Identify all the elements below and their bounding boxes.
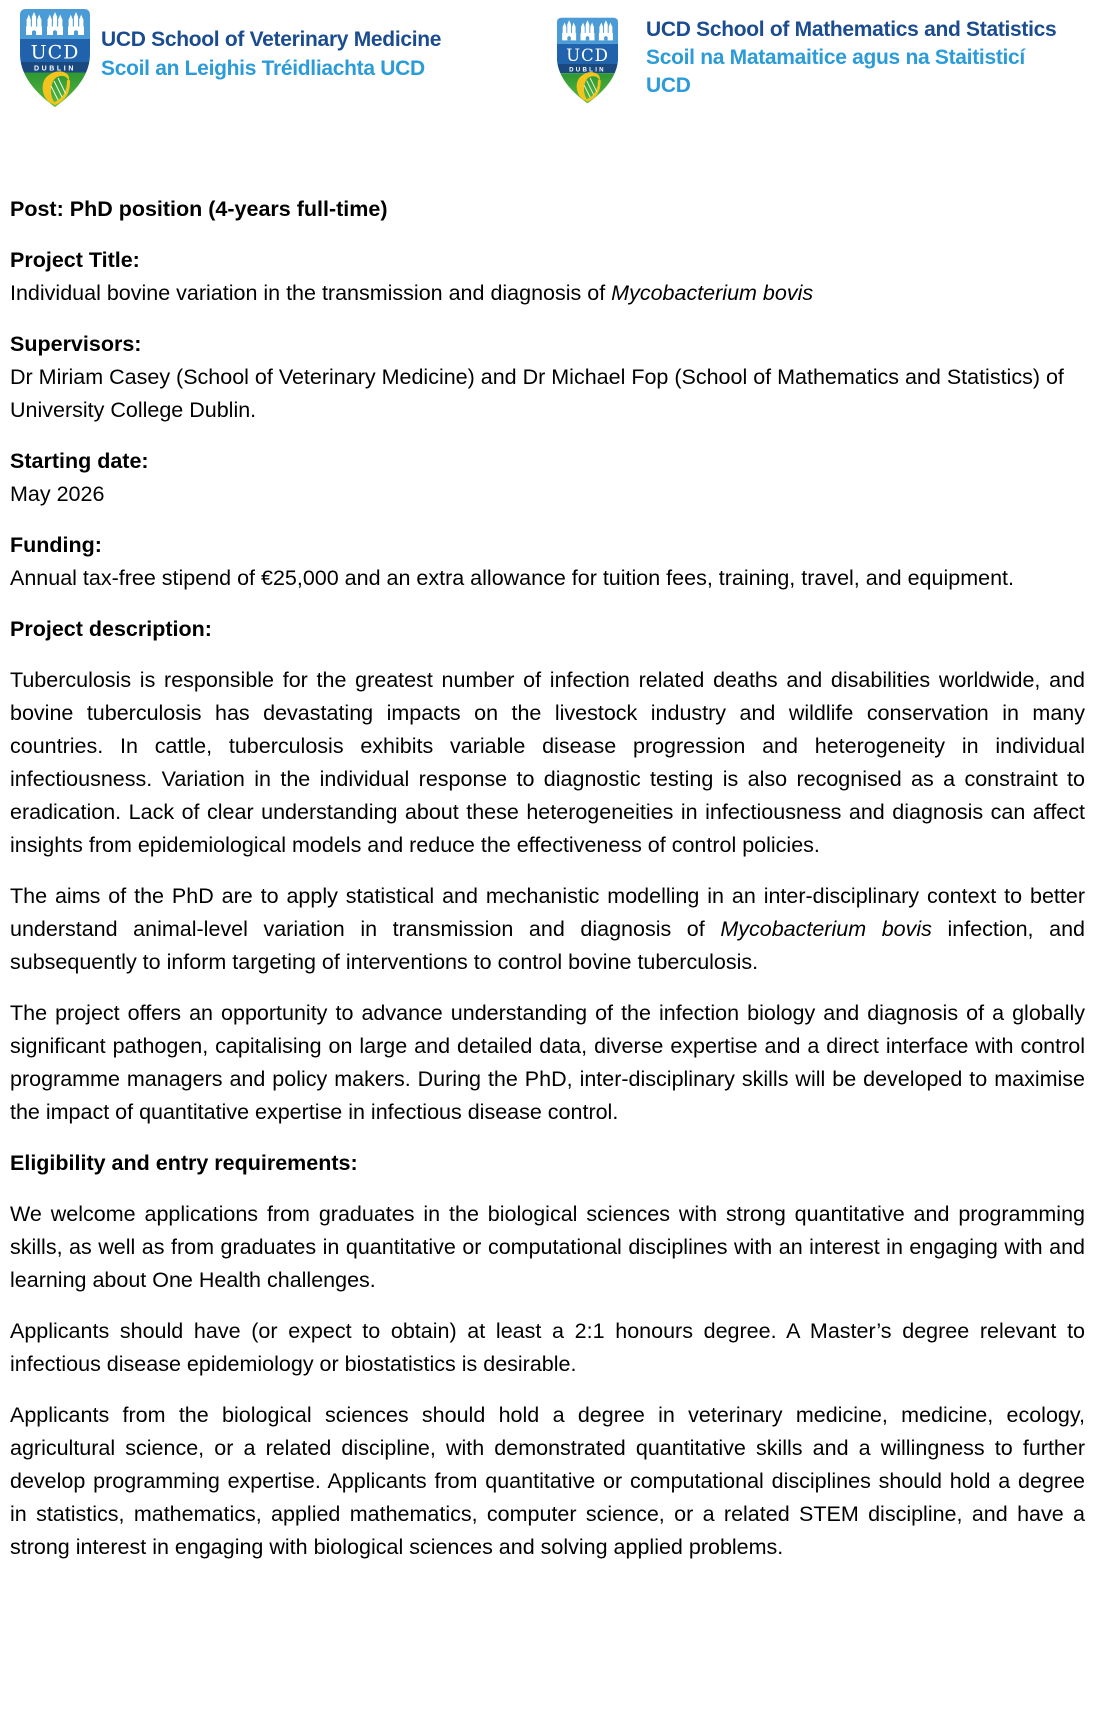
- logo-math-statistics: [556, 0, 1056, 109]
- description-paragraph-1: [10, 664, 1085, 862]
- funding-text: Annual tax-free stipend of €25,000 and an extra allowance for tuition fees, training, travel, and equipment.: [10, 566, 1014, 590]
- page-header: [0, 0, 1100, 112]
- eligibility-label: Eligibility and entry requirements:: [10, 1151, 358, 1175]
- paragraph-text: Applicants from the biological sciences should hold a degree in veterinary medicine, medicine, ecology, agricultural science, or a related discipline, with demonstrated quantitative skills and a willingness to further develop programming expertise. Applicants from quantitative or computational disciplines should hold a degree in statistics, mathematics, applied mathematics, computer science, or a related STEM discipline, and have a strong interest in engaging with biological sciences and solving applied problems.: [10, 1403, 1085, 1559]
- paragraph-text: Tuberculosis is responsible for the greatest number of infection related deaths and disabilities worldwide, and bovine tuberculosis has devastating impacts on the livestock industry and wildlife conservation in many countries. In cattle, tuberculosis exhibits variable disease progression and heterogeneity in individual infectiousness. Variation in the individual response to diagnostic testing is also recognised as a constraint to eradication. Lack of clear understanding about these heterogeneities in infectiousness and diagnosis can affect insights from epidemiological models and reduce the effectiveness of control policies.: [10, 668, 1085, 857]
- starting-date-section: [10, 445, 1085, 511]
- project-description-heading-section: [10, 613, 1085, 646]
- document-body: [0, 193, 1100, 1564]
- ucd-crest-icon: [556, 12, 619, 109]
- post-section: [10, 193, 1085, 226]
- species-name-italic: Mycobacterium bovis: [611, 281, 814, 305]
- math-school-name-en: UCD School of Mathematics and Statistics: [646, 18, 1057, 41]
- project-title-label: Project Title:: [10, 248, 140, 272]
- project-title-section: [10, 244, 1085, 310]
- paragraph-text: The project offers an opportunity to advance understanding of the infection biology and diagnosis of a globally significant pathogen, capitalising on large and detailed data, diverse expertise and a direct interface with control programme managers and policy makers. During the PhD, inter-disciplinary skills will be developed to maximise the impact of quantitative expertise in infectious disease control.: [10, 1001, 1085, 1124]
- funding-label: Funding:: [10, 533, 102, 557]
- math-school-name-ucd: UCD: [646, 74, 691, 97]
- project-title-text: Individual bovine variation in the transmission and diagnosis of Mycobacterium bovis: [10, 281, 814, 305]
- description-paragraph-2: [10, 880, 1085, 979]
- paragraph-text: The aims of the PhD are to apply statistical and mechanistic modelling in an inter-disciplinary context to better understand animal-level variation in transmission and diagnosis of Mycobacterium bovis infection, and subsequently to inform targeting of interventions to control bovine tuberculosis.: [10, 884, 1085, 974]
- species-name-italic: Mycobacterium bovis: [720, 917, 932, 941]
- paragraph-text: Applicants should have (or expect to obtain) at least a 2:1 honours degree. A Master’s degree relevant to infectious disease epidemiology or biostatistics is desirable.: [10, 1319, 1085, 1376]
- project-description-label: Project description:: [10, 617, 212, 641]
- vet-school-name-en: UCD School of Veterinary Medicine: [101, 28, 442, 51]
- description-paragraph-3: [10, 997, 1085, 1129]
- funding-section: [10, 529, 1085, 595]
- post-heading: Post: PhD position (4-years full-time): [10, 197, 388, 221]
- starting-date-label: Starting date:: [10, 449, 149, 473]
- logo-vet-medicine: [19, 0, 441, 108]
- ucd-crest-icon: [19, 8, 91, 108]
- math-school-name-ga: Scoil na Matamaitice agus na Staitisticí: [646, 46, 1025, 69]
- vet-school-name-ga: Scoil an Leighis Tréidliachta UCD: [101, 56, 425, 80]
- supervisors-section: [10, 328, 1085, 427]
- supervisors-label: Supervisors:: [10, 332, 142, 356]
- paragraph-text: We welcome applications from graduates in the biological sciences with strong quantitative and programming skills, as well as from graduates in quantitative or computational disciplines with an interest in engaging with and learning about One Health challenges.: [10, 1202, 1085, 1292]
- eligibility-heading-section: [10, 1147, 1085, 1180]
- eligibility-paragraph-1: [10, 1198, 1085, 1297]
- eligibility-paragraph-3: [10, 1399, 1085, 1564]
- eligibility-paragraph-2: [10, 1315, 1085, 1381]
- starting-date-value: May 2026: [10, 482, 105, 506]
- supervisors-text: Dr Miriam Casey (School of Veterinary Medicine) and Dr Michael Fop (School of Mathematics and Statistics) of University College Dublin.: [10, 365, 1064, 422]
